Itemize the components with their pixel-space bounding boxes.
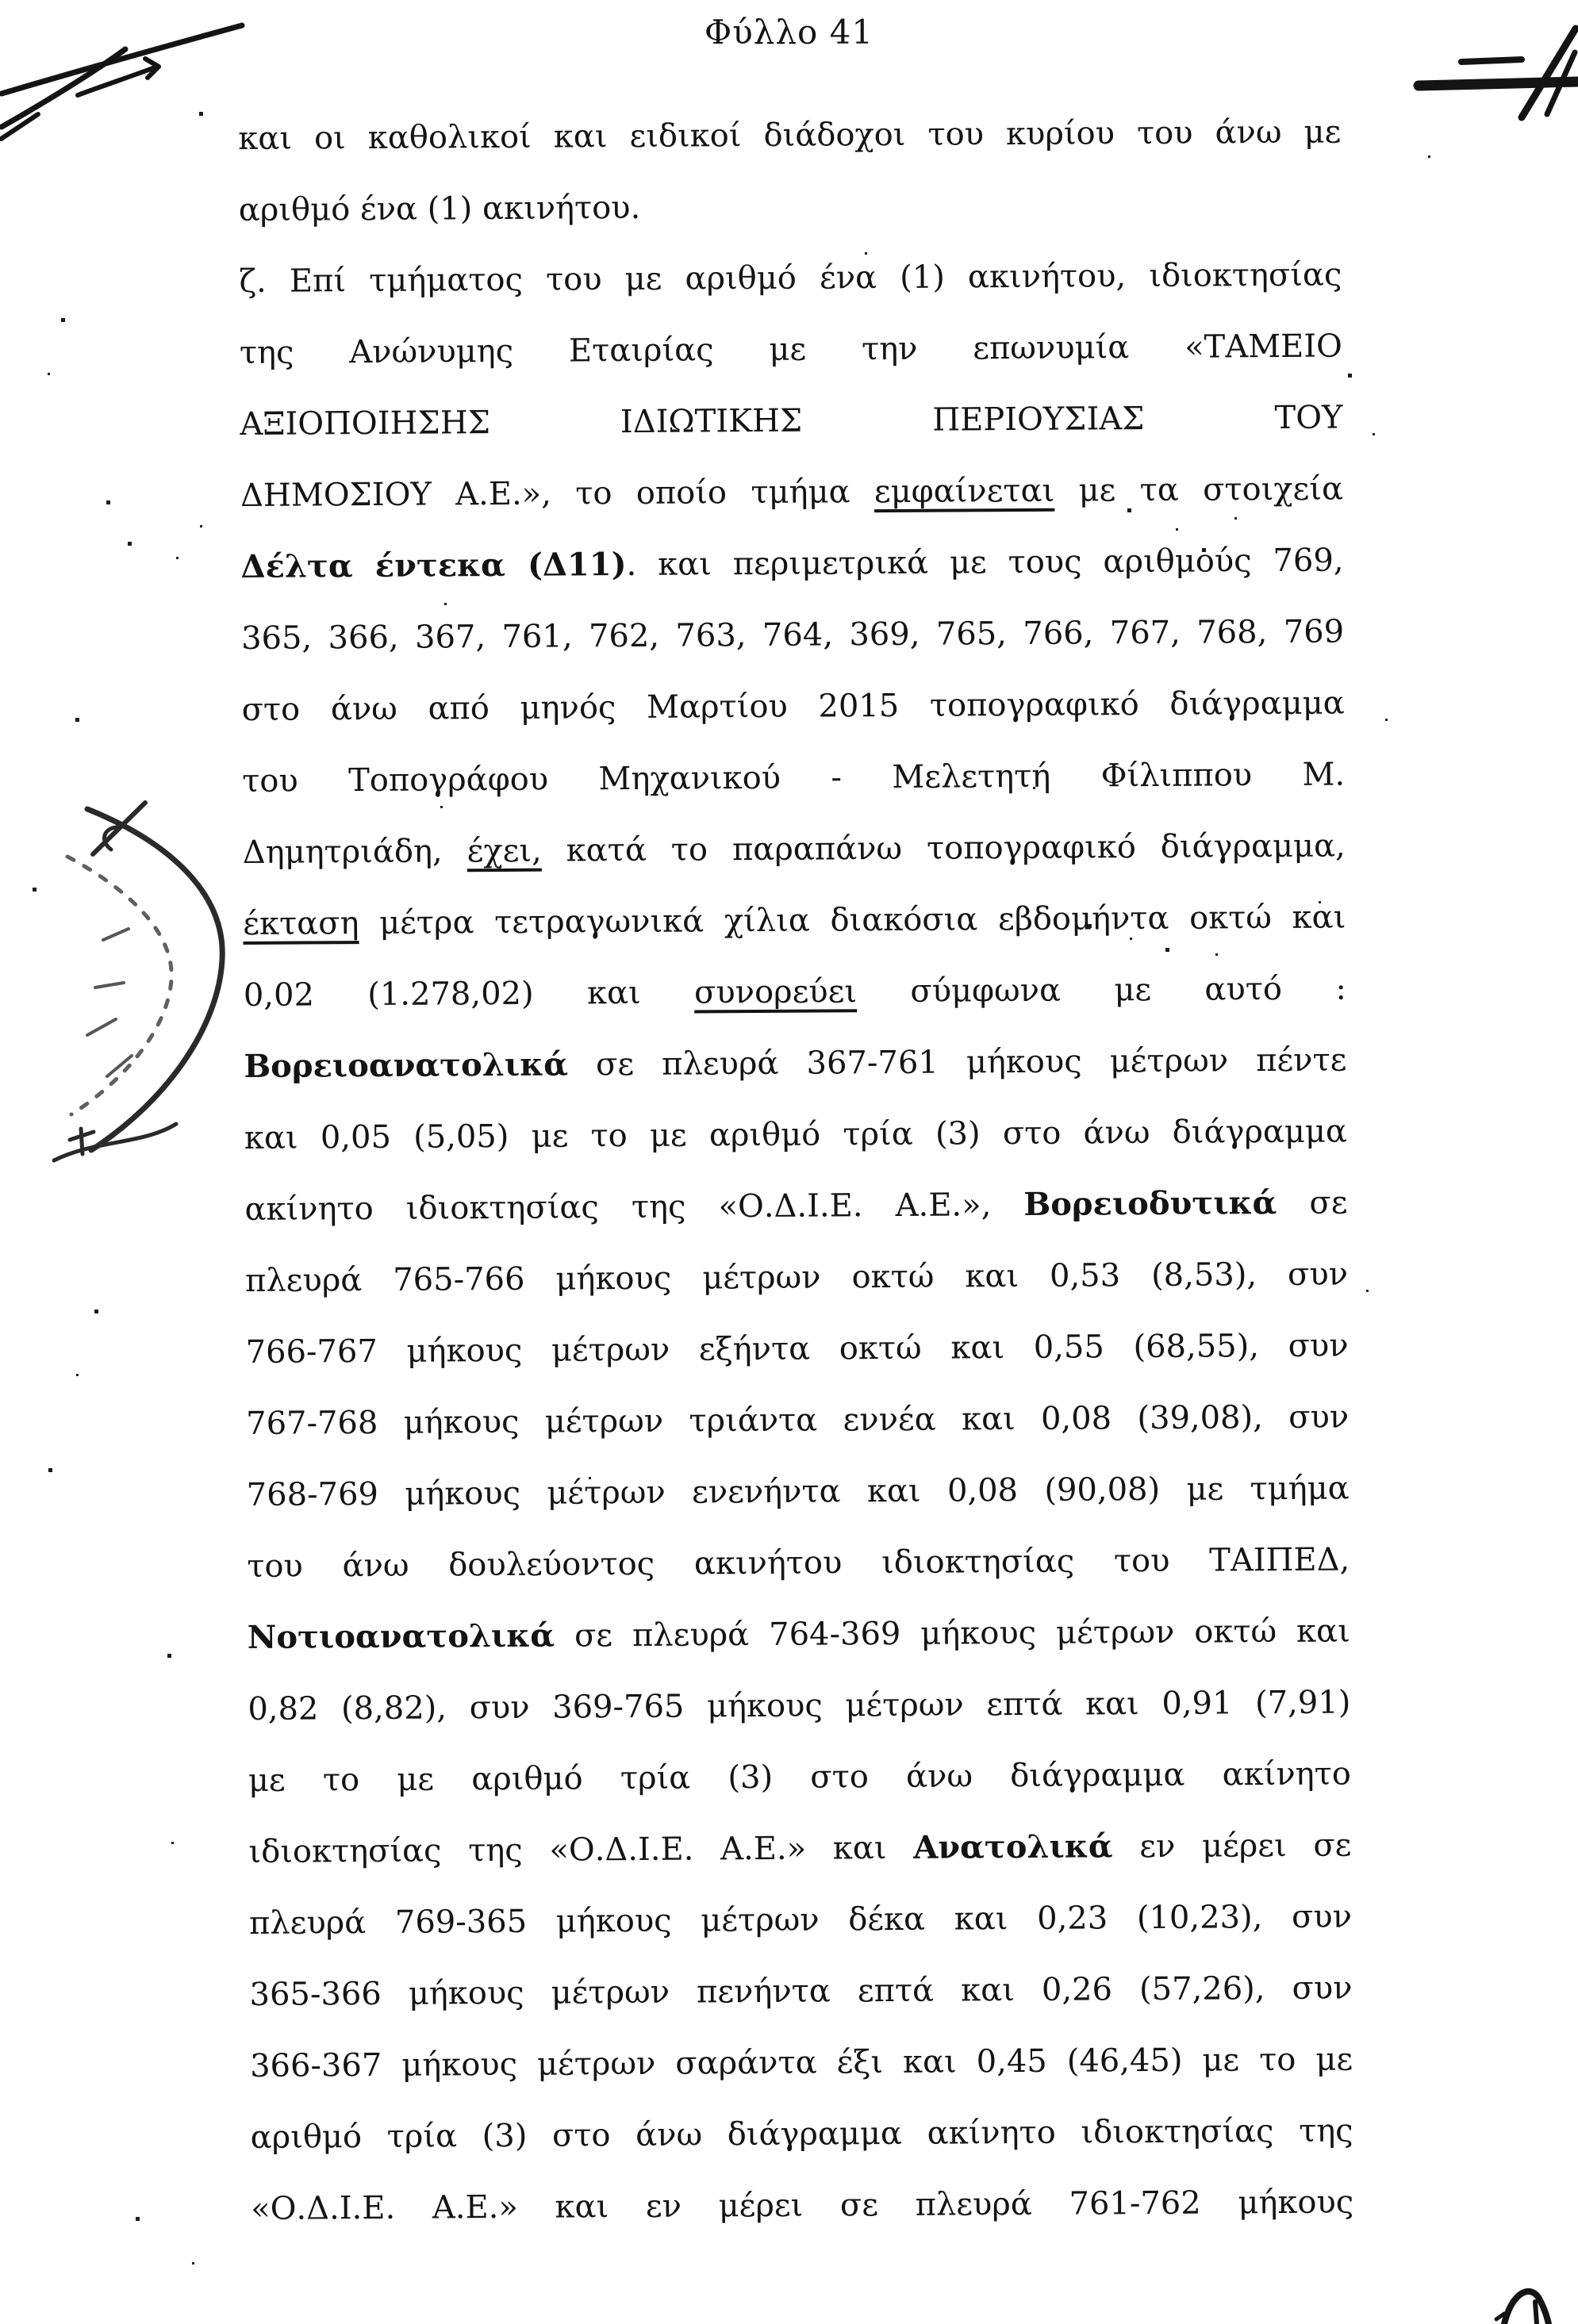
text-segment: στο άνω από μηνός Μαρτίου 2015 τοπογραφικό διάγραμμα [241, 685, 1345, 728]
round-stamp-icon [32, 781, 254, 1178]
text-segment: 0,82 (8,82), συν 369-765 μήκους μέτρων επτά και 0,91 (7,91) [248, 1684, 1351, 1728]
text-segment: ιδιοκτησίας της «Ο.Δ.Ι.Ε. Α.Ε.» και [248, 1829, 914, 1870]
text-line [248, 1738, 1352, 1816]
text-line [245, 1310, 1349, 1387]
text-line [245, 1238, 1349, 1316]
bold-text: Ανατολικά [913, 1827, 1113, 1866]
text-segment: σε [1277, 1184, 1348, 1222]
text-line [248, 1666, 1351, 1744]
underlined-text: έκταση [243, 905, 359, 942]
text-body [238, 97, 1353, 2245]
pen-stroke [1535, 2302, 1537, 2324]
text-segment: μέτρα τετραγωνικά χίλια διακόσια εβδομήντα οκτώ και [359, 899, 1346, 942]
bold-text: Νοτιοανατολικά [247, 1616, 555, 1656]
pen-stroke [2, 25, 242, 94]
bold-text: Βορειοδυτικά [1023, 1184, 1277, 1223]
text-segment: της Ανώνυμης Εταιρίας με την επωνυμία «ΤΑΜΕΙΟ [239, 328, 1343, 371]
text-segment: σε πλευρά 367-761 μήκους μέτρων πέντε [567, 1041, 1347, 1083]
stamp-text-noise [103, 929, 129, 940]
text-segment: 366-367 μήκους μέτρων σαράντα έξι και 0,45 (46,45) με το με [249, 2041, 1353, 2084]
bold-text: Βορειοανατολικά [244, 1045, 569, 1085]
pen-stroke [1419, 82, 1578, 86]
text-line [248, 1809, 1352, 1887]
pen-arc [1504, 2291, 1549, 2324]
text-segment: ΑΞΙΟΠΟΙΗΣΗΣ ΙΔΙΩΤΙΚΗΣ ΠΕΡΙΟΥΣΙΑΣ ΤΟΥ [240, 399, 1343, 443]
text-line [243, 881, 1346, 959]
sheet-number-heading: Φύλλο 41 [704, 13, 874, 52]
text-segment: σε πλευρά 764-369 μήκους μέτρων οκτώ και [554, 1613, 1350, 1655]
text-segment: εν μέρει σε [1112, 1827, 1352, 1866]
text-line [246, 1452, 1350, 1530]
text-segment: κατά το παραπάνω τοπογραφικό διάγραμμα, [541, 827, 1346, 869]
text-segment: πλευρά 765-766 μήκους μέτρων οκτώ και 0,53 (8,53), συν [244, 1256, 1349, 1299]
text-segment: «Ο.Δ.Ι.Ε. Α.Ε.» και εν μέρει σε πλευρά 761-762 μήκους [251, 2184, 1354, 2227]
text-segment: ακίνητο ιδιοκτησίας της «Ο.Δ.Ι.Ε. Α.Ε.», [244, 1186, 1024, 1228]
text-line [251, 2166, 1354, 2244]
underlined-text: έχει, [466, 832, 542, 870]
text-segment: 768-769 μήκους μέτρων ενενήντα και 0,08 (90,08) με τμήμα [246, 1470, 1350, 1513]
text-segment: του Τοπογράφου Μηχανικού - Μελετητή Φίλιππου Μ. [242, 756, 1346, 800]
text-line [244, 1095, 1348, 1173]
stamp-inner-arc [67, 857, 171, 1114]
text-line [239, 240, 1342, 317]
text-line [241, 667, 1345, 745]
text-line [246, 1381, 1350, 1459]
text-line [241, 596, 1345, 673]
text-segment: . και περιμετρικά με τους αριθμούς 769, [626, 542, 1344, 584]
text-line [247, 1524, 1350, 1601]
text-segment: με το με αριθμό τρία (3) στο άνω διάγραμμα ακίνητο [248, 1755, 1352, 1799]
text-line [248, 1595, 1351, 1673]
stamp-bottom-flourish [54, 1124, 176, 1160]
text-segment: 766-767 μήκους μέτρων εξήντα οκτώ και 0,55 (68,55), συν [245, 1327, 1349, 1371]
text-segment: Δημητριάδη, [242, 833, 467, 871]
text-line [240, 382, 1343, 460]
bold-text: Δέλτα έντεκα (Δ11) [240, 546, 627, 585]
underlined-text: εμφαίνεται [873, 472, 1055, 511]
text-line [249, 1952, 1353, 2030]
pen-mark-top-right-icon [1412, 22, 1578, 129]
text-line [244, 1167, 1348, 1244]
text-line [250, 2095, 1353, 2173]
text-line [249, 1881, 1353, 1958]
text-segment: σύμφωνα με αυτό : [856, 970, 1346, 1011]
arc-mark-bottom-right-icon [1490, 2283, 1569, 2324]
text-segment: 365, 366, 367, 761, 762, 763, 764, 369, 765, 766, 767, 768, 769 [240, 613, 1345, 657]
text-line [238, 97, 1342, 174]
text-line [242, 738, 1346, 816]
text-segment: πλευρά 769-365 μήκους μέτρων δέκα και 0,23 (10,23), συν [248, 1898, 1353, 1942]
text-segment: αριθμό ένα (1) ακινήτου. [238, 189, 641, 228]
pen-strokes-top-left-icon [0, 14, 254, 141]
scan-noise-specks [0, 0, 2, 2]
text-segment: 365-366 μήκους μέτρων πενήντα επτά και 0,26 (57,26), συν [249, 1969, 1353, 2013]
text-segment: 767-768 μήκους μέτρων τριάντα εννέα και 0,08 (39,08), συν [246, 1398, 1350, 1442]
text-segment: ΔΗΜΟΣΙΟΥ Α.Ε.», το οποίο τμήμα [240, 474, 875, 514]
text-segment: αριθμό τρία (3) στο άνω διάγραμμα ακίνητο ιδιοκτησίας της [250, 2112, 1353, 2156]
text-segment: 0,02 (1.278,02) και [243, 974, 695, 1014]
text-line [244, 1024, 1347, 1102]
text-segment: με τα στοιχεία [1054, 470, 1344, 509]
text-line [250, 2023, 1353, 2101]
text-segment: ζ. Επί τμήματος του με αριθμό ένα (1) ακινήτου, ιδιοκτησίας [239, 256, 1342, 300]
text-line [240, 311, 1343, 389]
underlined-text: συνορεύει [693, 973, 858, 1011]
text-segment: και οι καθολικοί και ειδικοί διάδοχοι του κυρίου του άνω με [238, 113, 1342, 157]
text-line [242, 810, 1346, 888]
text-line [240, 454, 1344, 531]
text-segment: και 0,05 (5,05) με το με αριθμό τρία (3) στο άνω διάγραμμα [244, 1113, 1348, 1156]
text-line [244, 953, 1347, 1030]
pen-stroke [1461, 59, 1522, 62]
text-line [239, 168, 1342, 246]
stamp-outer-arc [87, 809, 222, 1150]
stamp-text-noise [95, 983, 124, 988]
text-segment: του άνω δουλεύοντος ακινήτου ιδιοκτησίας του ΤΑΙΠΕΔ, [247, 1541, 1350, 1585]
text-line [240, 524, 1344, 602]
stamp-text-noise [87, 1019, 116, 1035]
